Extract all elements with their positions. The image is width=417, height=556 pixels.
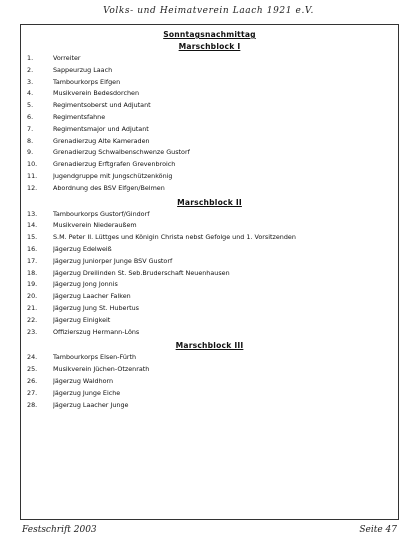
item-label: Regimentsfahne bbox=[53, 112, 106, 121]
list-item bbox=[21, 303, 398, 315]
block-1-list bbox=[21, 53, 398, 195]
item-number: 22. bbox=[27, 315, 38, 324]
item-label: Jägerzug Laacher Junge bbox=[53, 400, 129, 409]
list-item bbox=[21, 124, 398, 136]
item-number: 16. bbox=[27, 244, 38, 253]
item-label: Regimentsmajor und Adjutant bbox=[53, 124, 149, 133]
list-item bbox=[21, 136, 398, 148]
page-footer bbox=[0, 525, 417, 545]
item-number: 25. bbox=[27, 365, 38, 374]
list-item bbox=[21, 256, 398, 268]
item-number: 13. bbox=[27, 209, 38, 218]
list-item bbox=[21, 53, 398, 65]
list-item bbox=[21, 291, 398, 303]
item-number: 1. bbox=[27, 54, 34, 62]
item-label: Abordnung des BSV Elfgen/Belmen bbox=[53, 183, 165, 192]
item-number: 8. bbox=[27, 136, 34, 145]
list-item bbox=[21, 400, 398, 412]
list-item bbox=[21, 159, 398, 171]
item-label: Jägerzug Juniorper Junge BSV Gustorf bbox=[53, 256, 173, 265]
item-label: S.M. Peter II. Lüttges und Königin Christa nebst Gefolge und 1. Vorsitzenden bbox=[53, 233, 296, 242]
item-label: Musikverein Niederaußem bbox=[53, 221, 137, 230]
item-label: Sappeurzug Laach bbox=[53, 65, 113, 74]
list-item bbox=[21, 268, 398, 280]
list-item bbox=[21, 171, 398, 183]
item-label: Jägerzug Junge Eiche bbox=[53, 388, 121, 397]
item-label: Musikverein Bedesdorchen bbox=[53, 89, 139, 98]
item-number: 9. bbox=[27, 148, 34, 157]
block-2-heading: Marschblock II bbox=[177, 197, 242, 207]
item-label: Tambourkorps Elsen-Fürth bbox=[53, 353, 137, 362]
list-item bbox=[21, 232, 398, 244]
item-number: 19. bbox=[27, 280, 38, 289]
list-item bbox=[21, 209, 398, 221]
item-number: 18. bbox=[27, 268, 38, 277]
footer-publication: Festschrift 2003 bbox=[22, 525, 97, 535]
list-item bbox=[21, 376, 398, 388]
page-header-title: Volks- und Heimatverein Laach 1921 e.V. bbox=[103, 6, 314, 16]
item-label: Tambourkorps Elfgen bbox=[53, 77, 121, 86]
item-label: Jägerzug Waldhorn bbox=[53, 376, 114, 385]
item-number: 26. bbox=[27, 376, 38, 385]
list-item bbox=[21, 327, 398, 339]
list-item bbox=[21, 315, 398, 327]
item-number: 20. bbox=[27, 292, 38, 301]
item-number: 4. bbox=[27, 89, 34, 98]
item-label: Jägerzug Dreilinden St. Seb.Bruderschaft Neuenhausen bbox=[53, 268, 230, 277]
item-number: 5. bbox=[27, 101, 34, 110]
list-item bbox=[21, 65, 398, 77]
item-number: 21. bbox=[27, 303, 38, 312]
list-item bbox=[21, 77, 398, 89]
block-2-list bbox=[21, 209, 398, 339]
block-3-list bbox=[21, 352, 398, 411]
list-item bbox=[21, 364, 398, 376]
item-label: Grenadierzug Alte Kameraden bbox=[53, 136, 150, 145]
item-label: Grenadierzug Schwalbenschwenze Gustorf bbox=[53, 148, 190, 157]
item-number: 12. bbox=[27, 183, 38, 192]
item-label: Jägerzug Edelweiß bbox=[53, 244, 112, 253]
item-label: Jugendgruppe mit Jungschützenkönig bbox=[53, 171, 173, 180]
item-label: Vorreiter bbox=[53, 54, 81, 62]
item-label: Regimentsoberst und Adjutant bbox=[53, 101, 151, 110]
item-number: 24. bbox=[27, 353, 38, 362]
item-label: Tambourkorps Gustorf/Gindorf bbox=[53, 209, 150, 218]
program-frame bbox=[20, 24, 399, 520]
item-label: Jägerzug Laacher Falken bbox=[53, 292, 131, 301]
item-number: 15. bbox=[27, 233, 38, 242]
list-item bbox=[21, 183, 398, 195]
item-label: Jägerzug Jong Jonnis bbox=[53, 280, 118, 289]
item-label: Grenadierzug Erftgrafen Grevenbroich bbox=[53, 160, 176, 169]
list-item bbox=[21, 100, 398, 112]
item-number: 2. bbox=[27, 65, 34, 74]
item-label: Jägerzug Jung St. Hubertus bbox=[53, 303, 139, 312]
item-number: 23. bbox=[27, 327, 38, 336]
item-label: Offizierszug Hermann-Löns bbox=[53, 327, 140, 336]
item-number: 17. bbox=[27, 256, 38, 265]
item-label: Jägerzug Einigkeit bbox=[53, 315, 111, 324]
item-number: 28. bbox=[27, 400, 38, 409]
item-number: 6. bbox=[27, 112, 34, 121]
block-1-heading: Marschblock I bbox=[178, 42, 241, 51]
footer-page-number: Seite 47 bbox=[359, 525, 397, 535]
item-number: 14. bbox=[27, 221, 38, 230]
item-number: 7. bbox=[27, 124, 34, 133]
list-item bbox=[21, 352, 398, 364]
item-number: 27. bbox=[27, 388, 38, 397]
list-item bbox=[21, 388, 398, 400]
block-3-heading: Marschblock III bbox=[175, 341, 244, 351]
program-title: Sonntagsnachmittag bbox=[163, 30, 256, 39]
list-item bbox=[21, 112, 398, 124]
list-item bbox=[21, 147, 398, 159]
list-item bbox=[21, 88, 398, 100]
item-label: Musikverein Jüchen-Otzenrath bbox=[53, 365, 150, 374]
item-number: 11. bbox=[27, 171, 38, 180]
list-item bbox=[21, 244, 398, 256]
item-number: 3. bbox=[27, 77, 34, 86]
list-item bbox=[21, 279, 398, 291]
list-item bbox=[21, 220, 398, 232]
item-number: 10. bbox=[27, 160, 38, 169]
